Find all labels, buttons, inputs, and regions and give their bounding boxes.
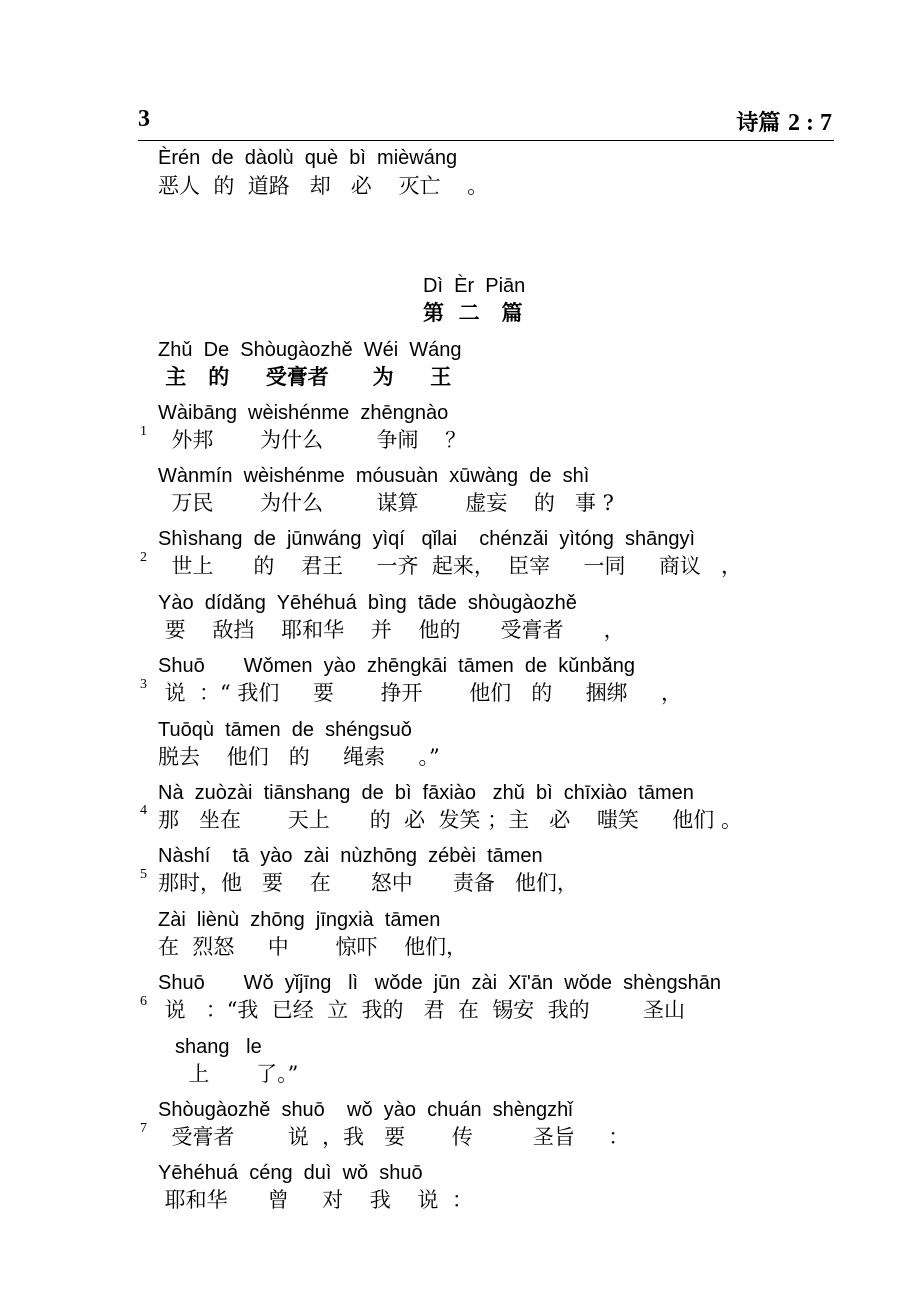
pinyin-line: Yēhéhuá céng duì wǒ shuō xyxy=(158,1162,423,1184)
pinyin-line: Wàibāng wèishénme zhēngnào xyxy=(158,402,449,424)
pinyin-line: Nà zuòzài tiānshang de bì fāxiào zhǔ bì chīxiào tāmen xyxy=(158,782,694,804)
subtitle: 主 的 受膏者 为 王 xyxy=(158,364,452,389)
page-header xyxy=(138,104,834,141)
chinese-line: 脱去 他们 的 绳索 。” xyxy=(158,745,440,769)
subtitle-pinyin: Zhǔ De Shòugàozhě Wéi Wáng xyxy=(158,339,462,361)
page-number: 3 xyxy=(138,106,150,132)
chinese-line: 说 ：“ 我们 要 挣开 他们 的 捆绑 ， xyxy=(158,681,683,705)
chinese-line: 上 了。” xyxy=(175,1062,299,1086)
verse-number: 6 xyxy=(140,994,147,1009)
psalm-heading: 第 二 篇 xyxy=(423,300,523,325)
chinese-line: 在 烈怒 中 惊吓 他们， xyxy=(158,935,468,959)
verse-number: 7 xyxy=(140,1121,147,1136)
psalm-heading-pinyin: Dì Èr Piān xyxy=(423,275,526,297)
chinese-line: 那 坐在 天上 的 必 发笑 ；主 必 嗤笑 他们 。 xyxy=(158,808,742,832)
verse-number: 1 xyxy=(140,424,147,439)
chinese-line: 耶和华 曾 对 我 说 ： xyxy=(158,1188,473,1212)
pinyin-line: Wànmín wèishénme móusuàn xūwàng de shì xyxy=(158,465,590,487)
running-head xyxy=(736,106,832,137)
chinese-line: 恶人 的 道路 却 必 灭亡 。 xyxy=(158,174,489,198)
pinyin-line: Shòugàozhě shuō wǒ yào chuán shèngzhǐ xyxy=(158,1099,573,1121)
chapter-verse: 2 : 7 xyxy=(788,110,832,136)
verse-number: 4 xyxy=(140,803,147,818)
chinese-line: 要 敌挡 耶和华 并 他的 受膏者 ， xyxy=(158,618,625,642)
pinyin-line: Shìshang de jūnwáng yìqí qǐlai chénzǎi yìtóng shāngyì xyxy=(158,528,696,550)
chinese-line: 外邦 为什么 争闹 ？ xyxy=(158,428,467,452)
verse-number: 5 xyxy=(140,867,147,882)
chinese-line: 受膏者 说 ，我 要 传 圣旨 ： xyxy=(158,1125,630,1149)
verse-number: 3 xyxy=(140,677,147,692)
verse-number: 2 xyxy=(140,550,147,565)
book-name: 诗篇 xyxy=(736,110,781,136)
pinyin-line: shang le xyxy=(175,1036,262,1058)
pinyin-line: Shuō Wǒmen yào zhēngkāi tāmen de kǔnbǎng xyxy=(158,655,635,677)
chinese-line: 说 ：“我 已经 立 我的 君 在 锡安 我的 圣山 xyxy=(158,998,685,1022)
pinyin-line: Èrén de dàolù què bì mièwáng xyxy=(158,147,458,169)
pinyin-line: Zài liènù zhōng jīngxià tāmen xyxy=(158,909,441,931)
chinese-line: 那时，他 要 在 怒中 责备 他们， xyxy=(158,871,578,895)
pinyin-line: Shuō Wǒ yǐjīng lì wǒde jūn zài Xī'ān wǒde shèngshān xyxy=(158,972,722,994)
chinese-line: 万民 为什么 谋算 虚妄 的 事 ? xyxy=(158,491,614,515)
pinyin-line: Yào dídǎng Yēhéhuá bìng tāde shòugàozhě xyxy=(158,592,577,614)
chinese-line: 世上 的 君王 一齐 起来， 臣宰 一同 商议 ， xyxy=(158,554,742,578)
pinyin-line: Tuōqù tāmen de shéngsuǒ xyxy=(158,719,412,741)
pinyin-line: Nàshí tā yào zài nùzhōng zébèi tāmen xyxy=(158,845,543,867)
